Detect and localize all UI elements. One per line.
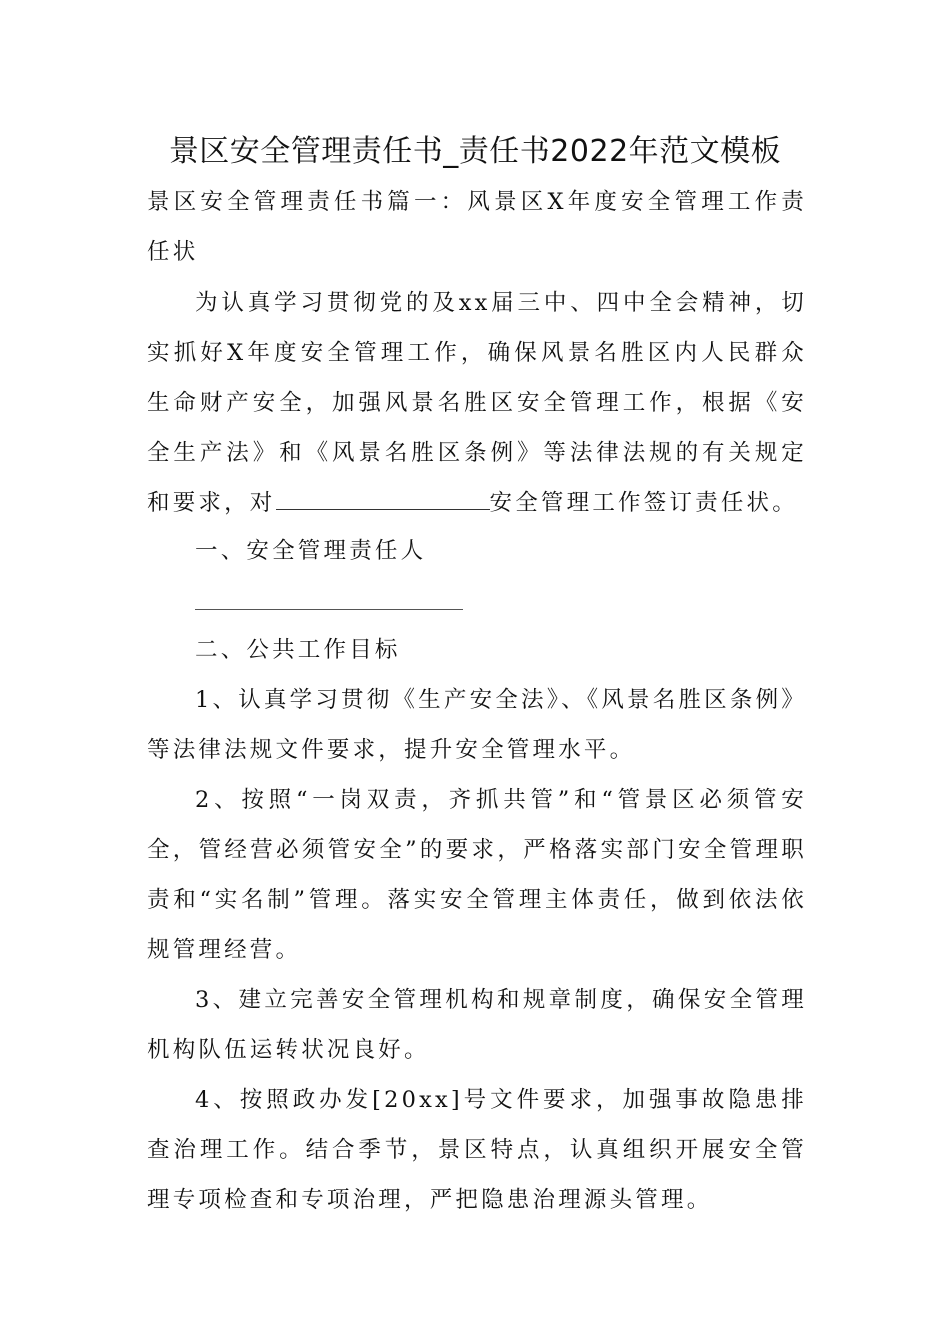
intro-paragraph — [147, 278, 807, 528]
fill-in-blank — [276, 487, 490, 510]
goal-item-4: 4、按照政办发[20xx]号文件要求，加强事故隐患排查治理工作。结合季节，景区特点，认真组织开展安全管理专项检查和专项治理，严把隐患治理源头管理。 — [147, 1087, 807, 1213]
goal-item-3: 3、建立完善安全管理机构和规章制度，确保安全管理机构队伍运转状况良好。 — [147, 987, 807, 1063]
document-subtitle: 景区安全管理责任书篇一：风景区X年度安全管理工作责任状 — [147, 189, 807, 265]
goal-item-2: 2、按照“一岗双责，齐抓共管”和“管景区必须管安全，管经营必须管安全”的要求，严格落实部门安全管理职责和“实名制”管理。落实安全管理主体责任，做到依法依规管理经营。 — [147, 787, 807, 963]
intro-text-after-blank: 安全管理工作签订责任状。 — [489, 490, 798, 516]
responsible-person-line — [195, 609, 463, 610]
intro-text-before-blank: 为认真学习贯彻党的及xx届三中、四中全会精神，切实抓好X年度安全管理工作，确保风景名胜区内人民群众生命财产安全，加强风景名胜区安全管理工作，根据《安全生产法》和《风景名胜区条例》等法律法规的有关规定和要求，对 — [147, 290, 807, 516]
document-title: 景区安全管理责任书_责任书2022年范文模板 — [168, 134, 782, 169]
section2-heading: 二、公共工作目标 — [195, 637, 401, 663]
goal-item-1: 1、认真学习贯彻《生产安全法》、《风景名胜区条例》等法律法规文件要求，提升安全管理水平。 — [147, 687, 807, 763]
section1-heading: 一、安全管理责任人 — [195, 538, 427, 564]
